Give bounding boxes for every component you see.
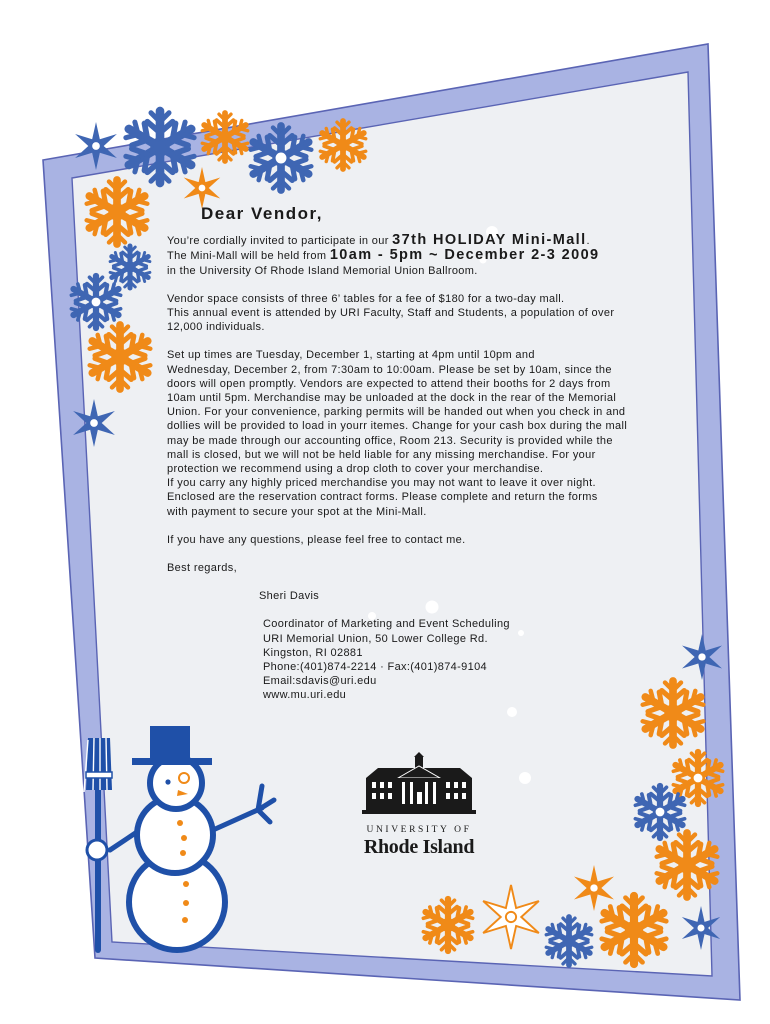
event-dates: 10am - 5pm ~ December 2-3 2009 xyxy=(329,247,600,264)
letter-body xyxy=(167,204,687,703)
university-building-icon xyxy=(362,752,476,814)
snowflake-icon xyxy=(84,180,151,244)
snowflake-icon xyxy=(200,113,250,161)
snowflake-icon xyxy=(69,276,123,328)
logo-line-rhode-island: Rhode Island xyxy=(363,836,475,858)
snowflake-icon xyxy=(633,786,687,838)
snowflake-icon xyxy=(599,896,670,964)
contact-title: Coordinator of Marketing and Event Scheduling xyxy=(263,618,510,631)
logo-line-university-of: UNIVERSITY OF xyxy=(366,825,472,835)
snowflake-icon xyxy=(654,833,721,897)
setup-line: doors will open promptly. Vendors are expected to attend their booths for 2 days from xyxy=(167,377,611,390)
setup-line: mall is closed, but we will not be held liable for any missing merchandise. For your xyxy=(167,448,596,461)
snowflake-icon xyxy=(123,111,198,183)
signature: Sheri Davis xyxy=(259,590,320,603)
held-line xyxy=(167,248,687,263)
greeting: Dear Vendor, xyxy=(201,204,323,223)
vendor-space-line: 12,000 individuals. xyxy=(167,321,265,334)
held-prefix: The Mini-Mall will be held from xyxy=(167,250,330,263)
closing: Best regards, xyxy=(167,562,237,575)
location-line: in the University Of Rhode Island Memorial Union Ballroom. xyxy=(167,264,478,277)
contact-phone: Phone:(401)874-2214 · Fax:(401)874-9104 xyxy=(263,661,488,674)
setup-line: may be made through our accounting office, Room 213. Security is provided while the xyxy=(167,434,613,447)
event-name: 37th HOLIDAY Mini-Mall xyxy=(392,232,587,249)
vendor-space-line: Vendor space consists of three 6’ tables for a fee of $180 for a two-day mall. xyxy=(167,292,565,305)
vendor-space-line: This annual event is attended by URI Faculty, Staff and Students, a population of over xyxy=(167,307,615,320)
snowflake-icon xyxy=(318,121,368,169)
setup-line: with payment to secure your spot at the Mini-Mall. xyxy=(167,505,427,518)
setup-line: dollies will be provided to load in yourr itemes. Change for your cash box during the mall xyxy=(167,420,628,433)
invite-suffix: . xyxy=(586,235,590,248)
snowflake-icon xyxy=(108,246,152,288)
snowflake-icon xyxy=(544,917,594,965)
invite-line xyxy=(167,233,687,248)
setup-line: If you carry any highly priced merchandise you may not want to leave it over night. xyxy=(167,477,596,490)
setup-line: 10am until 5pm. Merchandise may be unloaded at the dock in the rear of the Memorial xyxy=(167,392,617,405)
setup-line: protection we recommend using a drop cloth to cover your merchandise. xyxy=(167,463,544,476)
contact-address: URI Memorial Union, 50 Lower College Rd. xyxy=(263,632,488,645)
invite-prefix: You’re cordially invited to participate in our xyxy=(167,235,393,248)
university-logo xyxy=(362,752,476,859)
contact-email: Email:sdavis@uri.edu xyxy=(263,675,377,688)
setup-line: Enclosed are the reservation contract forms. Please complete and return the forms xyxy=(167,491,598,504)
setup-line: Wednesday, December 2, from 7:30am to 10:00am. Please be set by 10am, since the xyxy=(167,363,612,376)
contact-city: Kingston, RI 02881 xyxy=(263,646,363,659)
snowflake-icon xyxy=(87,325,154,389)
setup-line: Union. For your convenience, parking permits will be handed out when you check in and xyxy=(167,406,626,419)
contact-website: www.mu.uri.edu xyxy=(263,689,347,702)
snowflake-icon xyxy=(248,126,315,190)
snowflake-icon xyxy=(421,899,475,951)
setup-line: Set up times are Tuesday, December 1, starting at 4pm until 10pm and xyxy=(167,349,535,362)
questions-line: If you have any questions, please feel free to contact me. xyxy=(167,533,466,546)
